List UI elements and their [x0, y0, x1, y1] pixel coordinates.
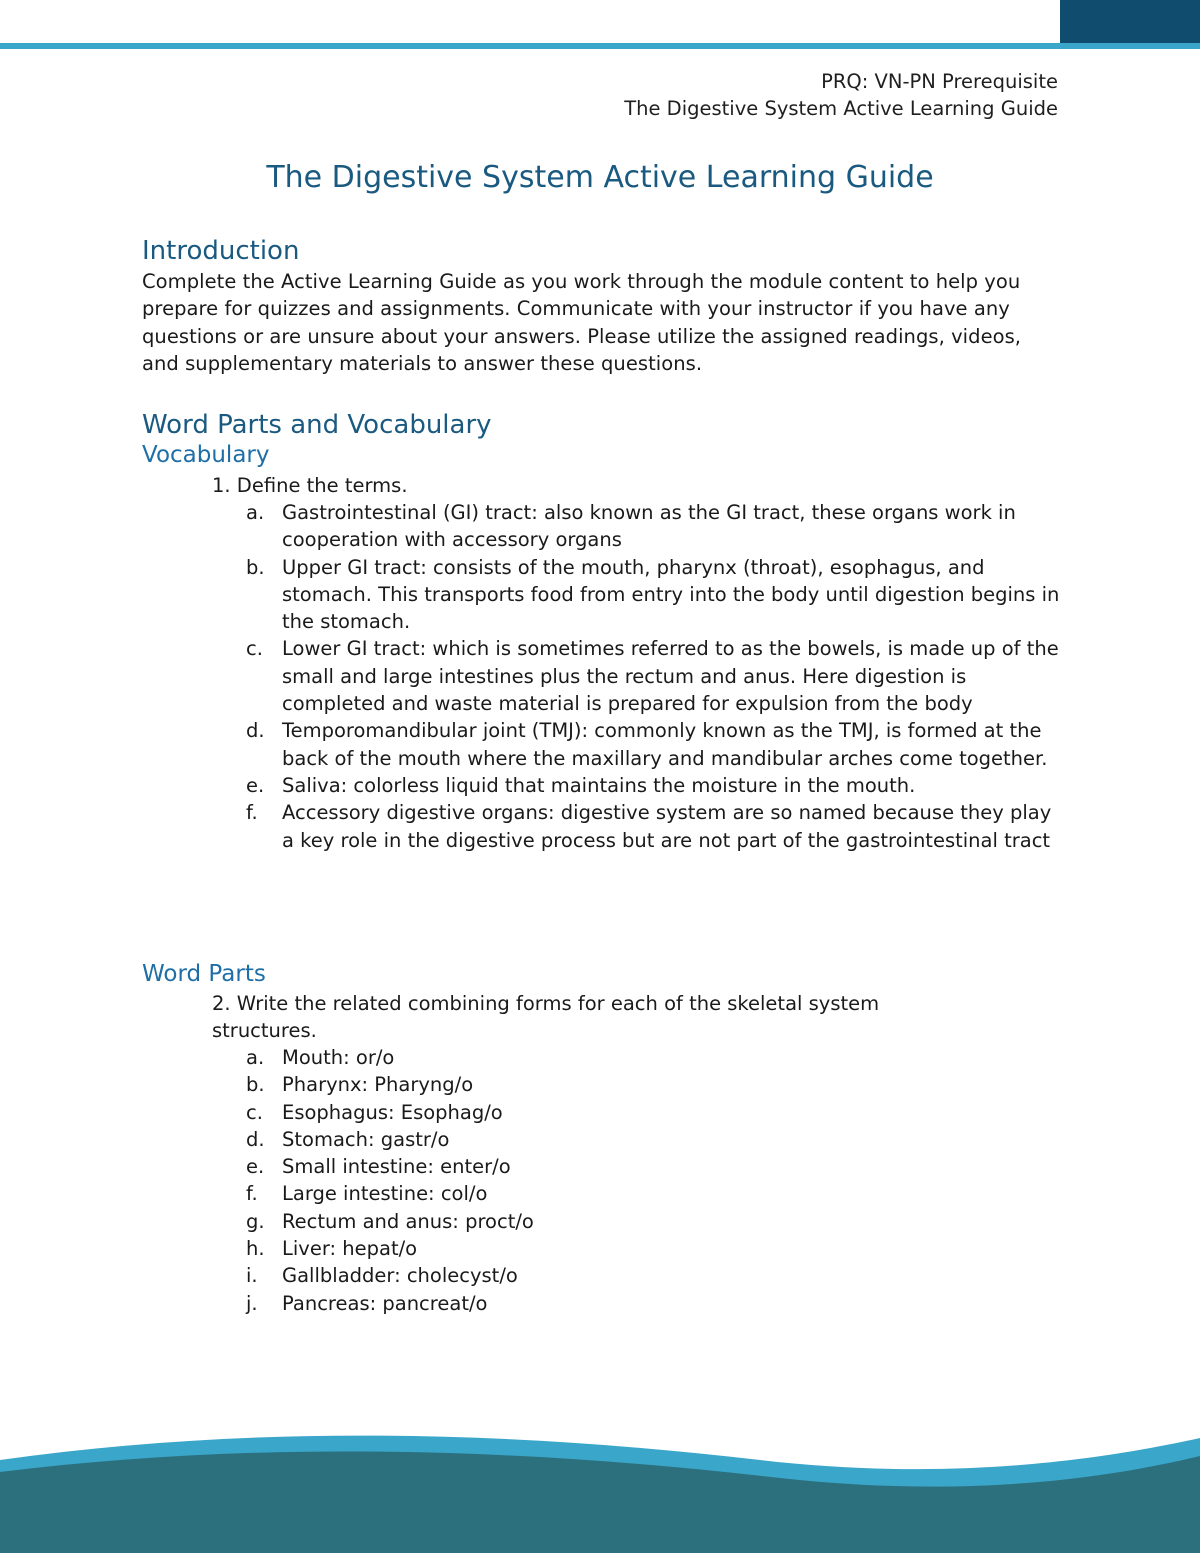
list-item-text: Accessory digestive organs: digestive system are so named because they play a key role in the digestive process but are not part of the gastrointestinal tract: [282, 801, 1052, 852]
list-item-text: Saliva: colorless liquid that maintains the moisture in the mouth.: [282, 773, 916, 797]
header-course: PRQ: VN-PN Prerequisite: [821, 70, 1058, 93]
list-item: [246, 717, 1066, 772]
page-title: The Digestive System Active Learning Guide: [266, 160, 934, 195]
list-item: [246, 499, 1066, 554]
list-item-marker: c.: [246, 1100, 263, 1124]
word-parts-vocabulary-heading: Word Parts and Vocabulary: [142, 410, 492, 440]
list-item-text: Rectum and anus: proct/o: [282, 1209, 534, 1233]
running-header: [624, 68, 1058, 122]
list-item-text: Upper GI tract: consists of the mouth, pharynx (throat), esophagus, and stomach. This transports food from entry into the body until digestion begins in the stomach.: [282, 555, 1060, 634]
footer-wave: [0, 1420, 1200, 1553]
list-item: [246, 1180, 1066, 1207]
list-item-marker: f.: [246, 801, 258, 825]
list-item-text: Pharynx: Pharyng/o: [282, 1073, 474, 1097]
list-item-text: Liver: hepat/o: [282, 1237, 418, 1261]
list-item: [246, 1290, 1066, 1317]
list-item-text: Lower GI tract: which is sometimes referred to as the bowels, is made up of the small and large intestines plus the rectum and anus. Here digestion is completed and waste material is prepared for expulsion from the body: [282, 637, 1059, 716]
list-item-marker: b.: [246, 1073, 265, 1097]
list-item-marker: i.: [246, 1264, 258, 1288]
list-item-marker: d.: [246, 719, 265, 743]
list-item: [246, 1126, 1066, 1153]
word-parts-list: [246, 1044, 1066, 1317]
list-item-text: Large intestine: col/o: [282, 1182, 488, 1206]
list-item: [246, 1044, 1066, 1071]
list-item-text: Small intestine: enter/o: [282, 1155, 511, 1179]
list-item-text: Stomach: gastr/o: [282, 1127, 450, 1151]
list-item: [246, 1071, 1066, 1098]
vocabulary-list: [246, 499, 1066, 854]
list-item-marker: a.: [246, 1046, 265, 1069]
list-item-text: Gallbladder: cholecyst/o: [282, 1264, 518, 1288]
introduction-text: Complete the Active Learning Guide as you work through the module content to help you prepare for quizzes and assignments. Communicate with your instructor if you have any questions or are unsure about your answers. Please utilize the assigned readings, videos, and supplementary materials to answer these questions.: [142, 270, 1022, 375]
header-doc-title: The Digestive System Active Learning Guide: [624, 97, 1058, 120]
list-item-marker: f.: [246, 1182, 258, 1206]
list-item: [246, 799, 1066, 854]
list-item-marker: g.: [246, 1209, 265, 1233]
list-item-marker: e.: [246, 773, 265, 797]
list-item-marker: e.: [246, 1155, 265, 1179]
vocabulary-heading: Vocabulary: [142, 442, 270, 468]
list-item: [246, 1208, 1066, 1235]
list-item: [246, 1235, 1066, 1262]
list-item-text: Gastrointestinal (GI) tract: also known as the GI tract, these organs work in cooperation with accessory organs: [282, 501, 1016, 552]
list-item-text: Pancreas: pancreat/o: [282, 1291, 488, 1315]
list-item: [246, 554, 1066, 636]
list-item: [246, 1153, 1066, 1180]
list-item: [246, 1099, 1066, 1126]
list-item-text: Temporomandibular joint (TMJ): commonly known as the TMJ, is formed at the back of the mouth where the maxillary and mandibular arches come together.: [282, 719, 1048, 770]
list-item: [246, 635, 1066, 717]
list-item-marker: j.: [246, 1291, 258, 1315]
word-parts-question-line-1: 2. Write the related combining forms for each of the skeletal system: [212, 992, 880, 1015]
list-item-text: Esophagus: Esophag/o: [282, 1100, 503, 1124]
list-item-marker: a.: [246, 501, 265, 524]
list-item: [246, 1262, 1066, 1289]
list-item: [246, 772, 1066, 799]
list-item-marker: d.: [246, 1127, 265, 1151]
header-corner-block: [1060, 0, 1200, 43]
list-item-marker: h.: [246, 1237, 265, 1261]
list-item-text: Mouth: or/o: [282, 1046, 395, 1069]
header-accent-bar: [0, 43, 1200, 49]
introduction-heading: Introduction: [142, 236, 300, 266]
word-parts-heading: Word Parts: [142, 961, 266, 987]
list-item-marker: b.: [246, 555, 265, 579]
list-item-marker: c.: [246, 637, 263, 661]
word-parts-question-line-2: structures.: [212, 1019, 317, 1042]
vocabulary-question: 1. Define the terms.: [212, 474, 408, 497]
